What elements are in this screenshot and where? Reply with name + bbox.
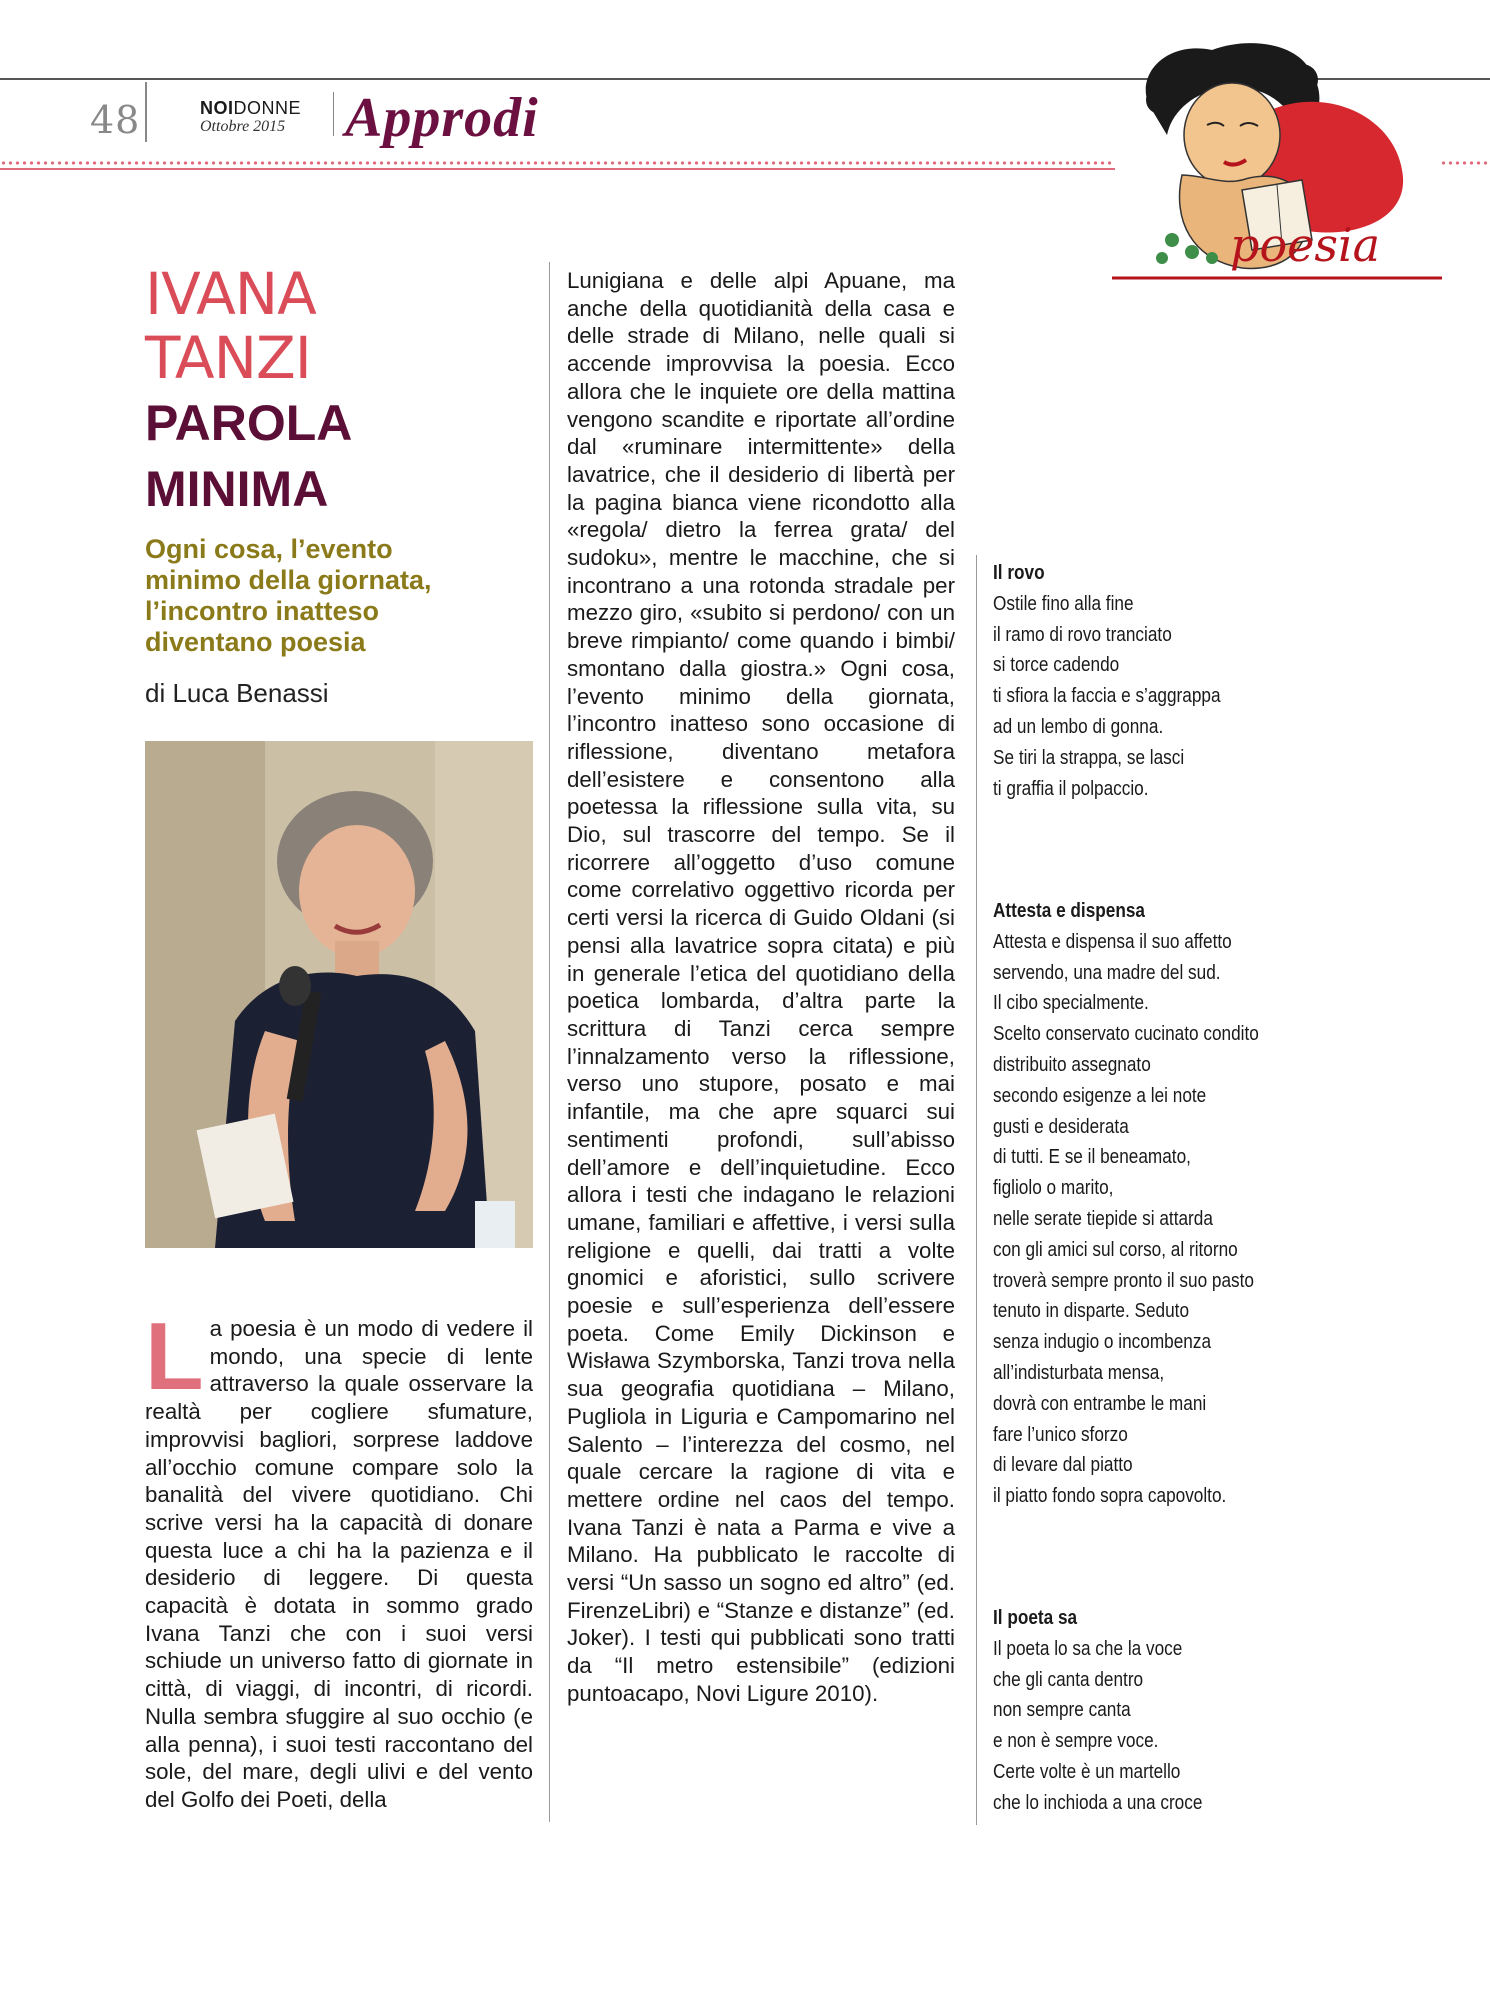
poesia-logo-word: poesia [1230, 218, 1381, 272]
article-title-line-2: MINIMA [145, 461, 329, 517]
poem-line: tenuto in disparte. Seduto [993, 1300, 1190, 1323]
byline: di Luca Benassi [145, 678, 329, 708]
poem-line: ti graffia il polpaccio. [993, 777, 1149, 800]
header-divider [145, 82, 147, 142]
poem-line: Il cibo specialmente. [993, 992, 1149, 1015]
poem-line: Se tiri la strappa, se lasci [993, 746, 1185, 769]
brand-bold: NOI [200, 98, 234, 118]
poem-line: e non è sempre voce. [993, 1730, 1159, 1753]
poem-title: Attesta e dispensa [993, 900, 1145, 922]
poem-line: secondo esigenze a lei note [993, 1084, 1207, 1107]
poem-title: Il poeta sa [993, 1607, 1078, 1629]
column-divider-poems [976, 555, 977, 1825]
header-accent-rule [0, 168, 1115, 170]
poem-line: Ostile fino alla fine [993, 592, 1134, 615]
poem-line: fare l’unico sforzo [993, 1423, 1128, 1446]
article-body-col-1-text: a poesia è un modo di vedere il mondo, una specie di lente attraverso la quale osservare la realtà per cogliere sfumature, improvvisi bagliori, sorprese laddove all’occhio comune compare solo la banalità del vivere quotidiano. Chi scrive versi ha la capacità di donare questa luce a chi ha la pazienza e il desiderio di leggere. Di questa capacità è dotata in sommo grado Ivana Tanzi che con i suoi versi schiude un universo fatto di giornate in città, di viaggi, di incontri, di ricordi. Nulla sembra sfuggire al suo occhio (e alla penna), i suoi testi raccontano del sole, del mare, degli ulivi e del vento del Golfo dei Poeti, della [145, 1316, 533, 1812]
poem-line: che lo inchioda a una croce [993, 1791, 1203, 1814]
poem-line: il ramo di rovo tranciato [993, 623, 1172, 646]
article-subtitle: Ogni cosa, l’evento minimo della giornata, l’incontro inatteso diventano poesia [145, 534, 432, 657]
poem-line: ti sfiora la faccia e s’aggrappa [993, 685, 1221, 708]
poet-name [145, 262, 316, 390]
magazine-brand [200, 98, 301, 119]
issue-date: Ottobre 2015 [200, 118, 286, 135]
poem-il-rovo [993, 558, 1277, 804]
poem-line: dovrà con entrambe le mani [993, 1392, 1207, 1415]
poem-line: all’indisturbata mensa, [993, 1361, 1165, 1384]
poem-line: gusti e desiderata [993, 1115, 1129, 1138]
poem-line: nelle serate tiepide si attarda [993, 1207, 1213, 1230]
poem-line: con gli amici sul corso, al ritorno [993, 1238, 1238, 1261]
article-body-col-1 [145, 1303, 533, 1814]
article-body-col-2: Lunigiana e delle alpi Apuane, ma anche della quotidianità della casa e delle strade di Milano, nelle quali si accende improvvisa la poesia. Ecco allora che le inquiete ore della mattina vengono scandite e riportate all’ordine dal «ruminare intermittente» della lavatrice, che il desiderio di libertà per la pagina bianca viene ricondotto alla «regola/ dietro la ferrea grata/ del sudoku», mentre le macchine, che si incontrano a una rotonda stradale per mezzo giro, «subito si perdono/ con un breve rimpianto/ come quando i bimbi/ smontano dalla giostra.» Ogni cosa, l’evento minimo della giornata, l’incontro inatteso sono occasione di riflessione, diventano metafora dell’esistere e consentono alla poetessa la riflessione sulla vita, su Dio, sul trascorre del tempo. Se il ricorrere all’oggetto d’uso comune come correlativo oggettivo ricorda per certi versi la ricerca di Guido Oldani (si pensi alla lavatrice sopra citata) e più in generale l’etica del quotidiano della poetica lombarda, d’altra parte la scrittura di Tanzi cerca sempre l’innalzamento verso la riflessione, verso uno stupore, posato e mai infantile, ma che apre squarci sui sentimenti profondi, sull’abisso dell’amore e dell’inquietudine. Ecco allora i testi che indagano le relazioni umane, familiari e affettive, i versi sulla religione e quelli, dai tratti a volte gnomici e aforistici, sullo scrivere poesie e sull’esperienza dell’essere poeta. Come Emily Dickinson e Wisława Szymborska, Tanzi trova nella sua geografia quotidiana – Milano, Pugliola in Liguria e Campomarino nel Salento – l’interezza del cosmo, nel quale cercare la ragione di vita e mettere ordine nel caos del tempo. Ivana Tanzi è nata a Parma e vive a Milano. Ha pubblicato le raccolte di versi “Un sasso un sogno ed altro” (ed. FirenzeLibri) e “Stanze e distanze” (ed. Joker). I testi qui pubblicati sono tratti da “Il metro estensibile” (edizioni puntoacapo, Novi Ligure 2010). [567, 268, 955, 1706]
poem-line: che gli canta dentro [993, 1668, 1144, 1691]
poem-title: Il rovo [993, 562, 1045, 584]
poem-line: ad un lembo di gonna. [993, 715, 1164, 738]
article-title [145, 390, 352, 522]
poem-line: non sempre canta [993, 1699, 1131, 1722]
page-number: 48 [90, 98, 141, 142]
poem-line: si torce cadendo [993, 654, 1120, 677]
poem-attesta-e-dispensa [993, 896, 1277, 1512]
poem-line: figliolo o marito, [993, 1177, 1114, 1200]
poem-line: troverà sempre pronto il suo pasto [993, 1269, 1255, 1292]
poem-line: distribuito assegnato [993, 1053, 1151, 1076]
article-title-line-1: PAROLA [145, 395, 353, 451]
dotted-rule-right [1440, 160, 1490, 166]
header-divider-2 [333, 92, 334, 136]
poem-line: Attesta e dispensa il suo affetto [993, 930, 1232, 953]
author-photo-illustration [145, 741, 533, 1248]
column-divider [549, 262, 550, 1822]
poem-il-poeta-sa [993, 1603, 1277, 1819]
poet-name-line-2: TANZI [145, 324, 311, 392]
poem-line: Scelto conservato cucinato condito [993, 1023, 1259, 1046]
drop-cap: L [145, 1303, 204, 1410]
poem-line: di tutti. E se il beneamato, [993, 1146, 1191, 1169]
poet-name-line-1: IVANA [145, 260, 316, 328]
poem-line: il piatto fondo sopra capovolto. [993, 1485, 1227, 1508]
section-title: Approdi [345, 87, 539, 149]
brand-rest: DONNE [233, 98, 302, 118]
poem-line: senza indugio o incombenza [993, 1331, 1212, 1354]
poem-line: di levare dal piatto [993, 1454, 1133, 1477]
poem-line: Il poeta lo sa che la voce [993, 1637, 1183, 1660]
poem-line: Certe volte è un martello [993, 1760, 1181, 1783]
author-photo [145, 741, 533, 1248]
poem-line: servendo, una madre del sud. [993, 961, 1221, 984]
dotted-rule [0, 160, 1115, 166]
